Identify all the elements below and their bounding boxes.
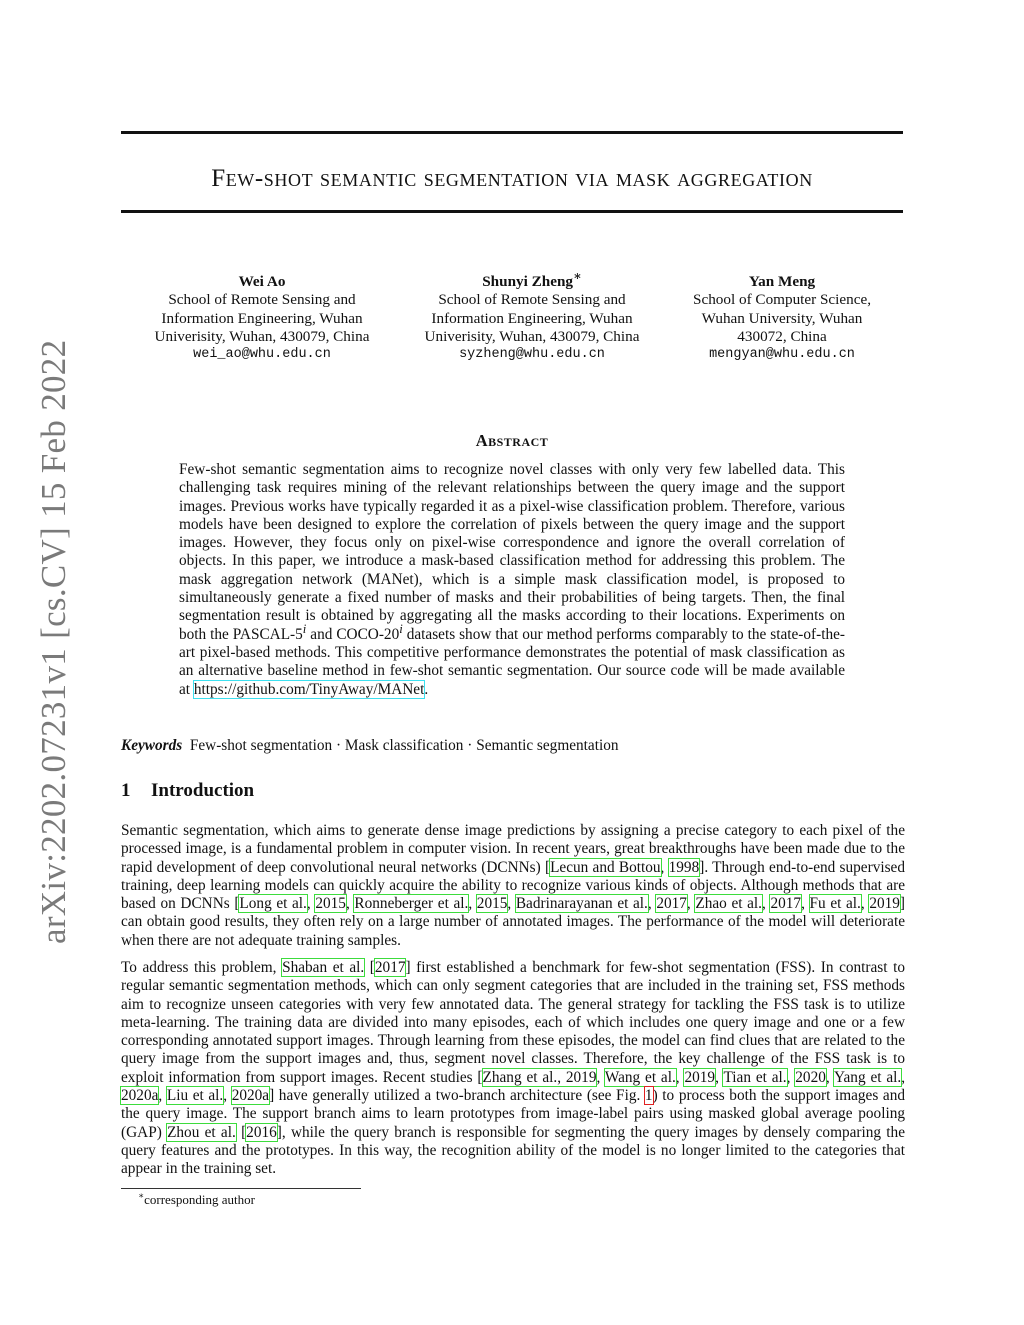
author-block-3 [652,273,912,364]
author-email[interactable]: mengyan@whu.edu.cn [709,347,855,363]
author-affiliation: 430072, China [737,327,827,345]
citation-link[interactable]: Long et al. [239,895,307,913]
citation-link[interactable]: 2016 [246,1123,277,1141]
citation-link[interactable]: Zhou et al. [167,1123,236,1141]
author-affiliation: School of Remote Sensing and [438,291,626,309]
title-bottom-rule [121,210,903,213]
keywords-text: Few-shot segmentation · Mask classification · Semantic segmentation [189,737,619,754]
author-block-2 [402,268,662,364]
citation-link[interactable]: 2017 [770,895,802,913]
citation-link[interactable]: Badrinarayanan et al. [515,895,648,913]
author-affiliation: School of Remote Sensing and [168,291,356,309]
citation-link[interactable]: Tian et al. [723,1068,787,1086]
author-name: Shunyi Zheng∗ [482,268,582,290]
author-affiliation: Univerisity, Wuhan, 430079, China [154,327,370,345]
citation-link[interactable]: Lecun and Bottou [550,858,661,876]
citation-link[interactable]: Shaban et al. [282,959,365,976]
citation-link[interactable]: 2020a [121,1087,159,1105]
citation-link[interactable]: 2015 [315,895,346,913]
author-affiliation: Information Engineering, Wuhan [161,309,363,327]
citation-link[interactable]: 2015 [476,895,508,913]
author-email[interactable]: wei_ao@whu.edu.cn [193,347,331,363]
citation-link[interactable]: Fu et al. [809,895,861,913]
footnote-rule [121,1188,361,1189]
author-name: Yan Meng [748,273,816,290]
author-affiliation: School of Computer Science, [693,291,871,309]
citation-link[interactable]: Liu et al. [166,1087,224,1105]
section-heading: 1 Introduction [121,780,255,801]
citation-link[interactable]: Ronneberger et al. [354,895,469,913]
code-link[interactable]: https://github.com/TinyAway/MANet [193,680,425,698]
citation-link[interactable]: Zhao et al. [695,895,762,913]
citation-link[interactable]: 2019 [684,1068,716,1086]
paper-title: Few-shot semantic segmentation via mask aggregation [211,165,813,192]
keywords [121,737,903,755]
figure-reference-link[interactable]: 1 [644,1087,653,1105]
citation-link[interactable]: Zhang et al., 2019 [482,1068,597,1086]
keywords-label: Keywords [121,737,183,754]
footnote: ∗corresponding author [138,1190,255,1207]
author-email[interactable]: syzheng@whu.edu.cn [459,347,605,363]
citation-link[interactable]: 2017 [656,895,687,913]
citation-link[interactable]: 1998 [668,858,700,876]
abstract-heading: Abstract [475,431,549,450]
citation-link[interactable]: 2020 [795,1068,826,1086]
author-name: Wei Ao [238,273,286,290]
title-top-rule [121,131,903,134]
citation-link[interactable]: Wang et al. [604,1068,676,1086]
author-affiliation: Wuhan University, Wuhan [701,309,863,327]
author-block-1 [132,273,392,364]
author-affiliation: Univerisity, Wuhan, 430079, China [424,327,640,345]
author-affiliation: Information Engineering, Wuhan [431,309,633,327]
citation-link[interactable]: 2019 [869,895,900,913]
citation-link[interactable]: Yang et al. [833,1068,902,1086]
arxiv-stamp: arXiv:2202.07231v1 [cs.CV] 15 Feb 2022 [34,339,73,944]
intro-paragraph-1: Semantic segmentation, which aims to generate dense image predictions by assigning a precise category to each pixel of the processed image, is a fundamental problem in computer vision. In recent years, great breakthroughs have been made due to the rapid development of deep convolutional neural networks (DCNNs) [Lecun and Bottou, 1998]. Through end-to-end supervised training, deep learning models can quickly acquire the ability to recognize various kinds of objects. Although methods that are based on DCNNs [Long et al., 2015, Ronneberger et al., 2015, Badrinarayanan et al., 2017, Zhao et al., 2017, Fu et al., 2019] can obtain good results, they often rely on a large number of annotated images. The performance of the model will deteriorate when there are not adequate training samples. [121,822,906,949]
citation-link[interactable]: 2017 [374,959,406,976]
citation-link[interactable]: 2020a [231,1087,270,1105]
intro-paragraph-2: To address this problem, Shaban et al. [2017] first established a benchmark for few-shot segmentation (FSS). In contrast to regular semantic segmentation methods, which can only segment categories that are included in the training set, FSS methods aim to recognize unseen categories with very few annotated data. The general strategy for tackling the FSS task is to utilize meta-learning. The training data are divided into many episodes, each of which includes one query image and one or a few corresponding annotated support images. Through learning from these episodes, the model can find clues that are related to the query image from the support images and, thus, segment novel classes. Therefore, the key challenge of the FSS task is to exploit information from support images. Recent studies [Zhang et al., 2019, Wang et al., 2019, Tian et al., 2020, Yang et al., 2020a, Liu et al., 2020a] have generally utilized a two-branch architecture (see Fig. 1) to process both the support images and the query image. The support branch aims to learn prototypes from image-label pairs using masked global average pooling (GAP) Zhou et al. [2016], while the query branch is responsible for segmenting the query images by densely comparing the query features and the prototypes. In this way, the recognition ability of the model is no longer limited to the categories that appear in the training set. [121,959,906,1178]
abstract-body: Few-shot semantic segmentation aims to recognize novel classes with only very few labelled data. This challenging task requires mining of the relevant relationships between the query image and the support images. Previous works have typically regarded it as a pixel-wise classification problem. Therefore, various models have been designed to explore the correlation of pixels between the query image and the support images. However, they focus only on pixel-wise correspondence and ignore the overall correlation of objects. In this paper, we introduce a mask-based classification method for addressing this problem. The mask aggregation network (MANet), which is a simple mask classification model, is proposed to simultaneously generate a fixed number of masks and their probabilities of being targets. Then, the final segmentation result is obtained by aggregating all the masks according to their locations. Experiments on both the PASCAL-5$^i$ and COCO-20$^i$ datasets show that our method performs comparably to the state-of-the-art pixel-based methods. This competitive performance demonstrates the potential of mask classification as an alternative baseline method in few-shot semantic segmentation. Our source code will be made available at https://github.com/TinyAway/MANet. [179,461,845,698]
